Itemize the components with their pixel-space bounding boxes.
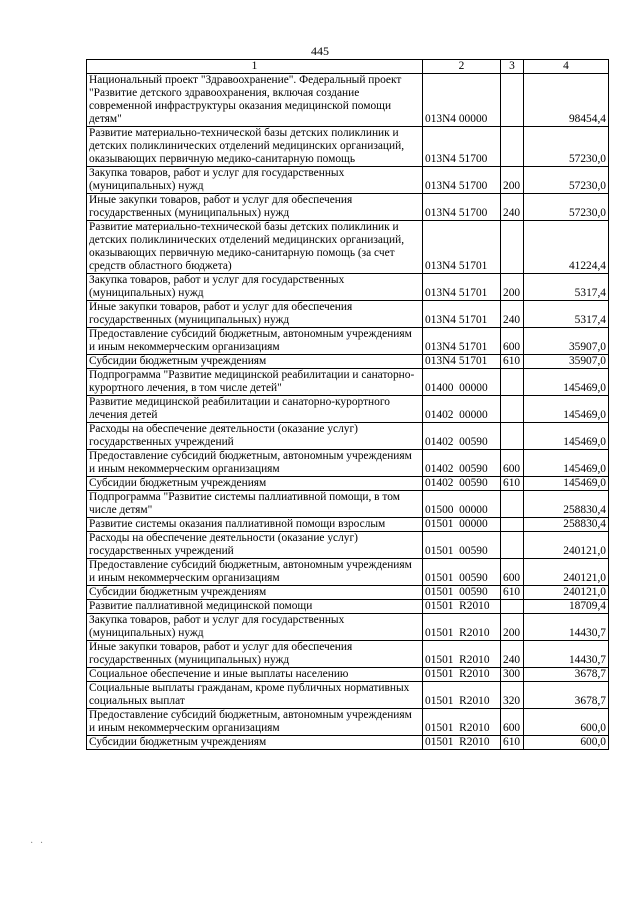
row-name-cell: Расходы на обеспечение деятельности (оказание услуг) государственных учреждений bbox=[87, 423, 423, 450]
row-name-cell: Предоставление субсидий бюджетным, автономным учреждениям и иным некоммерческим организациям bbox=[87, 450, 423, 477]
row-sum-cell: 5317,4 bbox=[524, 301, 609, 328]
row-sum-cell: 258830,4 bbox=[524, 518, 609, 532]
table-row bbox=[87, 369, 609, 396]
row-name-cell: Предоставление субсидий бюджетным, автономным учреждениям и иным некоммерческим организациям bbox=[87, 328, 423, 355]
row-sum-cell: 14430,7 bbox=[524, 614, 609, 641]
row-code-cell: 01501 R2010 bbox=[423, 668, 501, 682]
table-row bbox=[87, 127, 609, 167]
row-expense-type-cell bbox=[501, 532, 524, 559]
row-code-cell: 013N4 51701 bbox=[423, 355, 501, 369]
row-expense-type-cell bbox=[501, 396, 524, 423]
scan-margin-marks: · · bbox=[30, 838, 46, 849]
column-header: 3 bbox=[501, 60, 524, 74]
table-row bbox=[87, 586, 609, 600]
row-expense-type-cell: 600 bbox=[501, 709, 524, 736]
row-sum-cell: 35907,0 bbox=[524, 328, 609, 355]
row-name-cell: Иные закупки товаров, работ и услуг для обеспечения государственных (муниципальных) нужд bbox=[87, 301, 423, 328]
row-expense-type-cell: 240 bbox=[501, 301, 524, 328]
row-expense-type-cell bbox=[501, 221, 524, 274]
row-sum-cell: 240121,0 bbox=[524, 532, 609, 559]
row-name-cell: Закупка товаров, работ и услуг для государственных (муниципальных) нужд bbox=[87, 614, 423, 641]
row-name-cell: Предоставление субсидий бюджетным, автономным учреждениям и иным некоммерческим организациям bbox=[87, 709, 423, 736]
row-code-cell: 01501 00590 bbox=[423, 532, 501, 559]
table-row bbox=[87, 396, 609, 423]
row-sum-cell: 145469,0 bbox=[524, 423, 609, 450]
row-expense-type-cell: 200 bbox=[501, 167, 524, 194]
page-number: 445 bbox=[311, 44, 329, 58]
row-sum-cell: 18709,4 bbox=[524, 600, 609, 614]
row-sum-cell: 258830,4 bbox=[524, 491, 609, 518]
row-sum-cell: 145469,0 bbox=[524, 450, 609, 477]
row-name-cell: Развитие паллиативной медицинской помощи bbox=[87, 600, 423, 614]
row-expense-type-cell: 240 bbox=[501, 641, 524, 668]
table-row bbox=[87, 518, 609, 532]
row-expense-type-cell bbox=[501, 600, 524, 614]
row-code-cell: 013N4 51700 bbox=[423, 127, 501, 167]
table-body bbox=[87, 74, 609, 750]
row-sum-cell: 98454,4 bbox=[524, 74, 609, 127]
row-sum-cell: 57230,0 bbox=[524, 127, 609, 167]
row-code-cell: 01501 R2010 bbox=[423, 600, 501, 614]
table-row bbox=[87, 450, 609, 477]
budget-table bbox=[86, 59, 609, 750]
row-code-cell: 01500 00000 bbox=[423, 491, 501, 518]
table-row bbox=[87, 736, 609, 750]
row-code-cell: 01402 00590 bbox=[423, 477, 501, 491]
row-name-cell: Предоставление субсидий бюджетным, автономным учреждениям и иным некоммерческим организациям bbox=[87, 559, 423, 586]
table-row bbox=[87, 600, 609, 614]
row-expense-type-cell bbox=[501, 423, 524, 450]
row-code-cell: 013N4 51700 bbox=[423, 194, 501, 221]
table-row bbox=[87, 668, 609, 682]
row-name-cell: Социальное обеспечение и иные выплаты населению bbox=[87, 668, 423, 682]
row-expense-type-cell: 610 bbox=[501, 477, 524, 491]
row-code-cell: 01501 00590 bbox=[423, 586, 501, 600]
row-name-cell: Иные закупки товаров, работ и услуг для обеспечения государственных (муниципальных) нужд bbox=[87, 641, 423, 668]
row-code-cell: 01501 R2010 bbox=[423, 682, 501, 709]
row-sum-cell: 240121,0 bbox=[524, 586, 609, 600]
row-expense-type-cell bbox=[501, 491, 524, 518]
row-sum-cell: 240121,0 bbox=[524, 559, 609, 586]
row-sum-cell: 600,0 bbox=[524, 736, 609, 750]
row-expense-type-cell bbox=[501, 127, 524, 167]
table-row bbox=[87, 355, 609, 369]
row-name-cell: Иные закупки товаров, работ и услуг для обеспечения государственных (муниципальных) нужд bbox=[87, 194, 423, 221]
row-expense-type-cell: 600 bbox=[501, 559, 524, 586]
row-name-cell: Субсидии бюджетным учреждениям bbox=[87, 477, 423, 491]
table-row bbox=[87, 301, 609, 328]
row-code-cell: 01501 R2010 bbox=[423, 709, 501, 736]
row-sum-cell: 5317,4 bbox=[524, 274, 609, 301]
row-expense-type-cell: 610 bbox=[501, 736, 524, 750]
row-name-cell: Развитие медицинской реабилитации и санаторно-курортного лечения детей bbox=[87, 396, 423, 423]
row-sum-cell: 57230,0 bbox=[524, 194, 609, 221]
row-expense-type-cell bbox=[501, 518, 524, 532]
row-expense-type-cell: 200 bbox=[501, 614, 524, 641]
row-sum-cell: 600,0 bbox=[524, 709, 609, 736]
row-name-cell: Субсидии бюджетным учреждениям bbox=[87, 586, 423, 600]
table-row bbox=[87, 532, 609, 559]
row-code-cell: 01402 00590 bbox=[423, 423, 501, 450]
row-name-cell: Подпрограмма "Развитие медицинской реабилитации и санаторно-курортного лечения, в том числе детей" bbox=[87, 369, 423, 396]
row-code-cell: 013N4 51701 bbox=[423, 328, 501, 355]
header-row bbox=[87, 60, 609, 74]
row-expense-type-cell bbox=[501, 74, 524, 127]
table-row bbox=[87, 491, 609, 518]
table-row bbox=[87, 641, 609, 668]
column-header: 4 bbox=[524, 60, 609, 74]
table-row bbox=[87, 423, 609, 450]
row-expense-type-cell: 240 bbox=[501, 194, 524, 221]
row-code-cell: 01402 00000 bbox=[423, 396, 501, 423]
row-sum-cell: 3678,7 bbox=[524, 668, 609, 682]
row-name-cell: Субсидии бюджетным учреждениям bbox=[87, 736, 423, 750]
row-code-cell: 01400 00000 bbox=[423, 369, 501, 396]
row-name-cell: Развитие материально-технической базы детских поликлиник и детских поликлинических отделений медицинских организаций, оказывающих первичную медико-санитарную помощь (за счет средств областного бюджета) bbox=[87, 221, 423, 274]
column-header: 1 bbox=[87, 60, 423, 74]
column-header: 2 bbox=[423, 60, 501, 74]
row-expense-type-cell: 610 bbox=[501, 586, 524, 600]
row-code-cell: 01501 R2010 bbox=[423, 614, 501, 641]
row-expense-type-cell: 300 bbox=[501, 668, 524, 682]
row-expense-type-cell: 200 bbox=[501, 274, 524, 301]
row-code-cell: 013N4 51701 bbox=[423, 274, 501, 301]
row-name-cell: Развитие материально-технической базы детских поликлиник и детских поликлинических отделений медицинских организаций, оказывающих первичную медико-санитарную помощь bbox=[87, 127, 423, 167]
row-code-cell: 01501 00590 bbox=[423, 559, 501, 586]
row-sum-cell: 145469,0 bbox=[524, 396, 609, 423]
row-sum-cell: 145469,0 bbox=[524, 477, 609, 491]
row-name-cell: Социальные выплаты гражданам, кроме публичных нормативных социальных выплат bbox=[87, 682, 423, 709]
row-expense-type-cell: 600 bbox=[501, 328, 524, 355]
table-row bbox=[87, 709, 609, 736]
table-row bbox=[87, 614, 609, 641]
table-row bbox=[87, 328, 609, 355]
table-row bbox=[87, 274, 609, 301]
row-expense-type-cell: 320 bbox=[501, 682, 524, 709]
table-row bbox=[87, 559, 609, 586]
row-name-cell: Закупка товаров, работ и услуг для государственных (муниципальных) нужд bbox=[87, 274, 423, 301]
table-row bbox=[87, 477, 609, 491]
row-code-cell: 013N4 00000 bbox=[423, 74, 501, 127]
row-name-cell: Национальный проект "Здравоохранение". Федеральный проект "Развитие детского здравоохранения, включая создание современной инфраструктуры оказания медицинской помощи детям" bbox=[87, 74, 423, 127]
row-expense-type-cell: 600 bbox=[501, 450, 524, 477]
row-name-cell: Расходы на обеспечение деятельности (оказание услуг) государственных учреждений bbox=[87, 532, 423, 559]
row-sum-cell: 145469,0 bbox=[524, 369, 609, 396]
row-expense-type-cell: 610 bbox=[501, 355, 524, 369]
row-sum-cell: 41224,4 bbox=[524, 221, 609, 274]
row-code-cell: 01501 R2010 bbox=[423, 736, 501, 750]
row-sum-cell: 35907,0 bbox=[524, 355, 609, 369]
row-sum-cell: 57230,0 bbox=[524, 167, 609, 194]
row-name-cell: Закупка товаров, работ и услуг для государственных (муниципальных) нужд bbox=[87, 167, 423, 194]
row-code-cell: 013N4 51701 bbox=[423, 221, 501, 274]
row-name-cell: Подпрограмма "Развитие системы паллиативной помощи, в том числе детям" bbox=[87, 491, 423, 518]
table-row bbox=[87, 167, 609, 194]
row-code-cell: 013N4 51701 bbox=[423, 301, 501, 328]
row-name-cell: Субсидии бюджетным учреждениям bbox=[87, 355, 423, 369]
table-row bbox=[87, 194, 609, 221]
row-expense-type-cell bbox=[501, 369, 524, 396]
row-sum-cell: 14430,7 bbox=[524, 641, 609, 668]
row-code-cell: 013N4 51700 bbox=[423, 167, 501, 194]
table-row bbox=[87, 682, 609, 709]
table-row bbox=[87, 221, 609, 274]
row-name-cell: Развитие системы оказания паллиативной помощи взрослым bbox=[87, 518, 423, 532]
row-code-cell: 01501 R2010 bbox=[423, 641, 501, 668]
row-code-cell: 01501 00000 bbox=[423, 518, 501, 532]
row-code-cell: 01402 00590 bbox=[423, 450, 501, 477]
table-row bbox=[87, 74, 609, 127]
row-sum-cell: 3678,7 bbox=[524, 682, 609, 709]
